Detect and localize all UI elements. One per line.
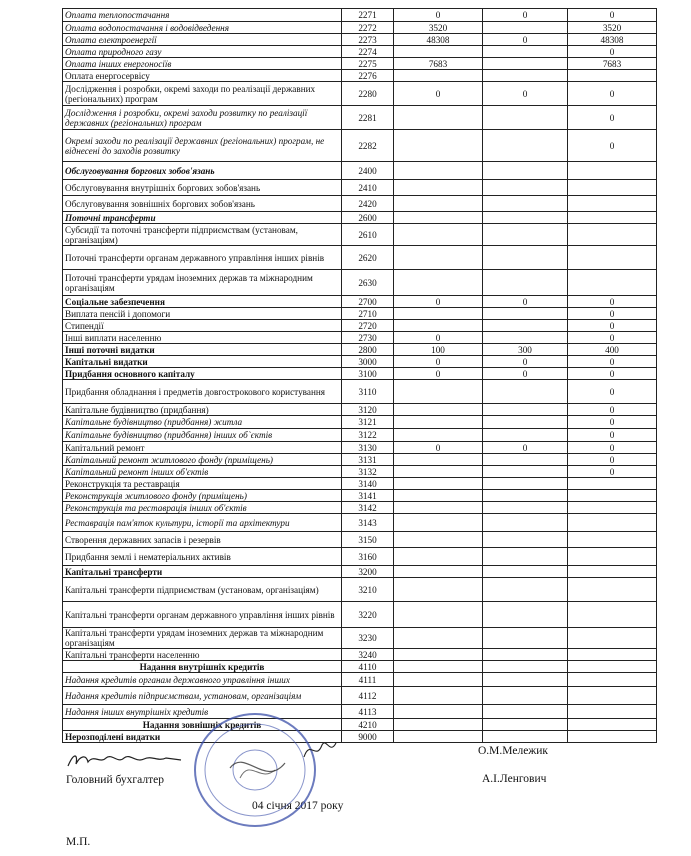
row-value-2	[483, 478, 568, 490]
row-value-2	[483, 180, 568, 196]
row-value-2	[483, 490, 568, 502]
row-value-3	[568, 212, 657, 224]
row-value-1	[394, 687, 483, 705]
row-value-2	[483, 687, 568, 705]
row-name: Обслуговування зовнішніх боргових зобов'язань	[63, 196, 342, 212]
row-code: 2274	[342, 46, 394, 58]
row-value-2	[483, 719, 568, 731]
row-name: Оплата енергосервісу	[63, 70, 342, 82]
row-code: 3160	[342, 548, 394, 566]
row-value-3: 0	[568, 442, 657, 454]
row-code: 2281	[342, 106, 394, 130]
row-code: 3130	[342, 442, 394, 454]
row-value-2	[483, 649, 568, 661]
row-code: 3100	[342, 368, 394, 380]
row-name: Капітальне будівництво (придбання) житла	[63, 416, 342, 429]
expenditure-table	[62, 8, 657, 743]
row-value-1	[394, 566, 483, 578]
table-row	[63, 490, 657, 502]
row-value-2	[483, 532, 568, 548]
row-value-2	[483, 429, 568, 442]
row-value-3	[568, 162, 657, 180]
row-code: 2272	[342, 22, 394, 34]
row-name: Соціальне забезпечення	[63, 296, 342, 308]
row-code: 2276	[342, 70, 394, 82]
row-value-1	[394, 673, 483, 687]
row-value-3	[568, 661, 657, 673]
table-row	[63, 344, 657, 356]
row-value-1	[394, 180, 483, 196]
row-value-1	[394, 320, 483, 332]
row-value-3: 0	[568, 454, 657, 466]
table-row	[63, 70, 657, 82]
row-value-2	[483, 673, 568, 687]
table-row	[63, 649, 657, 661]
row-name: Придбання основного капіталу	[63, 368, 342, 380]
row-name: Виплата пенсій і допомоги	[63, 308, 342, 320]
row-code: 3132	[342, 466, 394, 478]
row-value-2: 0	[483, 356, 568, 368]
row-value-3: 0	[568, 308, 657, 320]
row-code: 2730	[342, 332, 394, 344]
row-value-3: 0	[568, 380, 657, 404]
row-value-3	[568, 490, 657, 502]
row-value-1: 0	[394, 9, 483, 22]
signer-name-2: А.І.Ленгович	[482, 773, 547, 785]
row-name: Капітальні видатки	[63, 356, 342, 368]
row-code: 3230	[342, 628, 394, 649]
row-value-3: 400	[568, 344, 657, 356]
row-code: 2420	[342, 196, 394, 212]
row-value-1	[394, 705, 483, 719]
row-value-2	[483, 661, 568, 673]
row-value-1: 0	[394, 82, 483, 106]
row-name: Створення державних запасів і резервів	[63, 532, 342, 548]
row-code: 3120	[342, 404, 394, 416]
row-value-1: 0	[394, 332, 483, 344]
row-value-1	[394, 246, 483, 270]
row-name: Надання внутрішніх кредитів	[63, 661, 342, 673]
table-row	[63, 454, 657, 466]
table-row	[63, 196, 657, 212]
row-name: Дослідження і розробки, окремі заходи розвитку по реалізації державних (регіональних) програм	[63, 106, 342, 130]
table-row	[63, 429, 657, 442]
row-value-1	[394, 162, 483, 180]
table-row	[63, 628, 657, 649]
row-code: 2282	[342, 130, 394, 162]
row-name: Реконструкція та реставрація інших об'єктів	[63, 502, 342, 514]
row-value-2	[483, 602, 568, 628]
row-value-3: 0	[568, 320, 657, 332]
official-seal-stamp	[190, 708, 320, 833]
row-code: 2410	[342, 180, 394, 196]
row-value-1	[394, 224, 483, 246]
row-name: Капітальний ремонт інших об'єктів	[63, 466, 342, 478]
row-name: Оплата теплопостачання	[63, 9, 342, 22]
row-value-2	[483, 196, 568, 212]
row-value-3	[568, 548, 657, 566]
row-name: Надання інших внутрішніх кредитів	[63, 705, 342, 719]
row-code: 3121	[342, 416, 394, 429]
row-code: 2800	[342, 344, 394, 356]
row-value-1	[394, 380, 483, 404]
row-code: 2700	[342, 296, 394, 308]
row-value-1	[394, 212, 483, 224]
row-value-3: 0	[568, 332, 657, 344]
row-value-1	[394, 429, 483, 442]
row-code: 2720	[342, 320, 394, 332]
row-value-2	[483, 380, 568, 404]
table-row	[63, 380, 657, 404]
row-value-2	[483, 548, 568, 566]
table-row	[63, 731, 657, 743]
row-value-1	[394, 719, 483, 731]
table-row	[63, 162, 657, 180]
row-name: Субсидії та поточні трансферти підприємствам (установам, організаціям)	[63, 224, 342, 246]
row-code: 2710	[342, 308, 394, 320]
row-name: Поточні трансферти	[63, 212, 342, 224]
table-row	[63, 532, 657, 548]
table-row	[63, 602, 657, 628]
row-code: 2610	[342, 224, 394, 246]
row-value-2: 0	[483, 34, 568, 46]
table-row	[63, 106, 657, 130]
table-row	[63, 442, 657, 454]
row-value-2	[483, 246, 568, 270]
row-name: Обслуговування внутрішніх боргових зобов'язань	[63, 180, 342, 196]
row-value-3	[568, 532, 657, 548]
chief-accountant-label: Головний бухгалтер	[66, 774, 164, 786]
row-value-1	[394, 196, 483, 212]
row-name: Інші поточні видатки	[63, 344, 342, 356]
row-value-2	[483, 22, 568, 34]
row-value-3	[568, 731, 657, 743]
row-value-2	[483, 502, 568, 514]
row-code: 3131	[342, 454, 394, 466]
row-code: 3142	[342, 502, 394, 514]
table-row	[63, 673, 657, 687]
table-row	[63, 296, 657, 308]
row-value-2	[483, 70, 568, 82]
row-name: Капітальне будівництво (придбання) інших об`єктів	[63, 429, 342, 442]
row-name: Капітальні трансферти підприємствам (установам, організаціям)	[63, 578, 342, 602]
table-row	[63, 246, 657, 270]
row-code: 2280	[342, 82, 394, 106]
row-value-2	[483, 212, 568, 224]
row-value-1	[394, 130, 483, 162]
table-row	[63, 466, 657, 478]
row-value-1	[394, 106, 483, 130]
row-name: Окремі заходи по реалізації державних (регіональних) програм, не віднесені до заходів розвитку	[63, 130, 342, 162]
row-value-3: 3520	[568, 22, 657, 34]
row-name: Нерозподілені видатки	[63, 731, 342, 743]
row-value-3	[568, 514, 657, 532]
row-value-3	[568, 70, 657, 82]
row-value-3: 0	[568, 404, 657, 416]
row-value-2	[483, 130, 568, 162]
row-value-1	[394, 502, 483, 514]
row-value-1: 0	[394, 356, 483, 368]
row-value-3	[568, 673, 657, 687]
row-value-3	[568, 246, 657, 270]
row-code: 4110	[342, 661, 394, 673]
row-value-3	[568, 628, 657, 649]
row-code: 2273	[342, 34, 394, 46]
row-value-2	[483, 578, 568, 602]
row-value-2: 300	[483, 344, 568, 356]
row-name: Придбання обладнання і предметів довгострокового користування	[63, 380, 342, 404]
row-value-2	[483, 58, 568, 70]
row-value-2	[483, 566, 568, 578]
row-value-1	[394, 649, 483, 661]
row-value-1	[394, 466, 483, 478]
row-value-1	[394, 70, 483, 82]
row-name: Надання кредитів органам державного управління інших	[63, 673, 342, 687]
row-code: 3220	[342, 602, 394, 628]
row-value-3: 7683	[568, 58, 657, 70]
table-row	[63, 82, 657, 106]
row-value-2	[483, 46, 568, 58]
row-value-1: 7683	[394, 58, 483, 70]
row-value-3	[568, 502, 657, 514]
row-code: 4210	[342, 719, 394, 731]
table-row	[63, 46, 657, 58]
row-name: Реставрація пам'яток культури, історії та архітектури	[63, 514, 342, 532]
row-value-1	[394, 514, 483, 532]
row-value-3: 0	[568, 9, 657, 22]
row-name: Капітальні трансферти населенню	[63, 649, 342, 661]
row-value-1	[394, 628, 483, 649]
row-value-1: 0	[394, 442, 483, 454]
table-row	[63, 368, 657, 380]
row-value-3	[568, 478, 657, 490]
table-row	[63, 320, 657, 332]
row-name: Надання кредитів підприємствам, установам, організаціям	[63, 687, 342, 705]
row-value-2	[483, 466, 568, 478]
row-name: Інші виплати населенню	[63, 332, 342, 344]
row-code: 2600	[342, 212, 394, 224]
row-value-2	[483, 106, 568, 130]
row-name: Поточні трансферти органам державного управління інших рівнів	[63, 246, 342, 270]
row-value-1	[394, 490, 483, 502]
row-value-3: 0	[568, 46, 657, 58]
row-code: 3210	[342, 578, 394, 602]
row-value-3: 0	[568, 106, 657, 130]
row-name: Капітальне будівництво (придбання)	[63, 404, 342, 416]
row-value-2	[483, 162, 568, 180]
row-value-1	[394, 46, 483, 58]
row-value-2	[483, 332, 568, 344]
row-name: Капітальні трансферти органам державного управління інших рівнів	[63, 602, 342, 628]
table-row	[63, 416, 657, 429]
row-name: Оплата водопостачання і водовідведення	[63, 22, 342, 34]
table-row	[63, 578, 657, 602]
row-value-3	[568, 224, 657, 246]
table-row	[63, 719, 657, 731]
row-name: Поточні трансферти урядам іноземних держав та міжнародним організаціям	[63, 270, 342, 296]
table-row	[63, 514, 657, 532]
row-value-2	[483, 628, 568, 649]
table-row	[63, 58, 657, 70]
row-value-3	[568, 578, 657, 602]
table-row	[63, 180, 657, 196]
row-code: 3000	[342, 356, 394, 368]
row-code: 9000	[342, 731, 394, 743]
row-value-3	[568, 270, 657, 296]
table-row	[63, 548, 657, 566]
row-name: Стипендії	[63, 320, 342, 332]
row-value-1	[394, 578, 483, 602]
row-value-1	[394, 454, 483, 466]
row-value-2	[483, 454, 568, 466]
director-signature	[66, 750, 186, 777]
row-name: Капітальний ремонт житлового фонду (приміщень)	[63, 454, 342, 466]
row-value-1	[394, 532, 483, 548]
table-row	[63, 404, 657, 416]
row-value-3: 0	[568, 466, 657, 478]
table-row	[63, 687, 657, 705]
row-value-2	[483, 705, 568, 719]
row-code: 4112	[342, 687, 394, 705]
row-name: Капітальні трансферти	[63, 566, 342, 578]
row-value-2: 0	[483, 442, 568, 454]
table-row	[63, 566, 657, 578]
row-name: Придбання землі і нематеріальних активів	[63, 548, 342, 566]
row-value-3	[568, 687, 657, 705]
row-name: Дослідження і розробки, окремі заходи по реалізації державних (регіональних) програм	[63, 82, 342, 106]
row-value-2	[483, 731, 568, 743]
row-name: Обслуговування боргових зобов'язань	[63, 162, 342, 180]
row-name: Реконструкція житлового фонду (приміщень)	[63, 490, 342, 502]
row-code: 3143	[342, 514, 394, 532]
row-value-1	[394, 661, 483, 673]
row-code: 2620	[342, 246, 394, 270]
table-row	[63, 212, 657, 224]
table-row	[63, 9, 657, 22]
row-code: 3240	[342, 649, 394, 661]
signer-name-1: О.М.Мележик	[478, 745, 548, 757]
row-value-2	[483, 320, 568, 332]
row-code: 2630	[342, 270, 394, 296]
table-row	[63, 224, 657, 246]
row-value-3: 0	[568, 356, 657, 368]
row-name: Оплата природного газу	[63, 46, 342, 58]
row-value-2	[483, 514, 568, 532]
row-value-3	[568, 196, 657, 212]
row-value-1	[394, 731, 483, 743]
accountant-signature	[300, 735, 340, 765]
row-value-2: 0	[483, 9, 568, 22]
row-code: 3140	[342, 478, 394, 490]
row-value-3: 0	[568, 82, 657, 106]
row-value-3	[568, 719, 657, 731]
table-row	[63, 502, 657, 514]
row-value-1: 0	[394, 296, 483, 308]
row-value-3: 0	[568, 296, 657, 308]
row-name: Капітальні трансферти урядам іноземних держав та міжнародним організаціям	[63, 628, 342, 649]
row-value-2	[483, 224, 568, 246]
row-name: Капітальний ремонт	[63, 442, 342, 454]
row-value-1: 0	[394, 368, 483, 380]
row-value-2: 0	[483, 82, 568, 106]
row-value-3	[568, 649, 657, 661]
row-value-2	[483, 404, 568, 416]
row-value-1	[394, 416, 483, 429]
row-value-3: 48308	[568, 34, 657, 46]
table-row	[63, 270, 657, 296]
row-value-3	[568, 705, 657, 719]
row-value-1	[394, 602, 483, 628]
row-name: Оплата електроенергії	[63, 34, 342, 46]
row-value-2	[483, 308, 568, 320]
row-value-3: 0	[568, 416, 657, 429]
table-row	[63, 308, 657, 320]
row-value-2: 0	[483, 368, 568, 380]
row-name: Оплата інших енергоносіїв	[63, 58, 342, 70]
table-row	[63, 478, 657, 490]
row-value-3: 0	[568, 130, 657, 162]
table-row	[63, 705, 657, 719]
row-value-3: 0	[568, 368, 657, 380]
row-code: 2400	[342, 162, 394, 180]
document-date: 04 січня 2017 року	[252, 800, 344, 812]
row-code: 2275	[342, 58, 394, 70]
table-row	[63, 34, 657, 46]
row-value-1: 3520	[394, 22, 483, 34]
row-value-1: 100	[394, 344, 483, 356]
seal-place-label: М.П.	[66, 836, 91, 848]
row-value-3: 0	[568, 429, 657, 442]
row-value-1	[394, 308, 483, 320]
table-row	[63, 332, 657, 344]
row-value-3	[568, 180, 657, 196]
row-code: 3110	[342, 380, 394, 404]
row-value-1	[394, 270, 483, 296]
row-value-3	[568, 602, 657, 628]
row-value-1	[394, 548, 483, 566]
row-code: 3141	[342, 490, 394, 502]
row-code: 3200	[342, 566, 394, 578]
row-name: Надання зовнішніх кредитів	[63, 719, 342, 731]
table-row	[63, 130, 657, 162]
table-row	[63, 356, 657, 368]
row-value-1: 48308	[394, 34, 483, 46]
row-value-1	[394, 478, 483, 490]
row-code: 2271	[342, 9, 394, 22]
row-value-2	[483, 270, 568, 296]
table-row	[63, 22, 657, 34]
row-code: 3150	[342, 532, 394, 548]
row-value-2	[483, 416, 568, 429]
row-name: Реконструкція та реставрація	[63, 478, 342, 490]
row-code: 4111	[342, 673, 394, 687]
row-code: 4113	[342, 705, 394, 719]
table-row	[63, 661, 657, 673]
row-value-2: 0	[483, 296, 568, 308]
row-code: 3122	[342, 429, 394, 442]
row-value-3	[568, 566, 657, 578]
row-value-1	[394, 404, 483, 416]
